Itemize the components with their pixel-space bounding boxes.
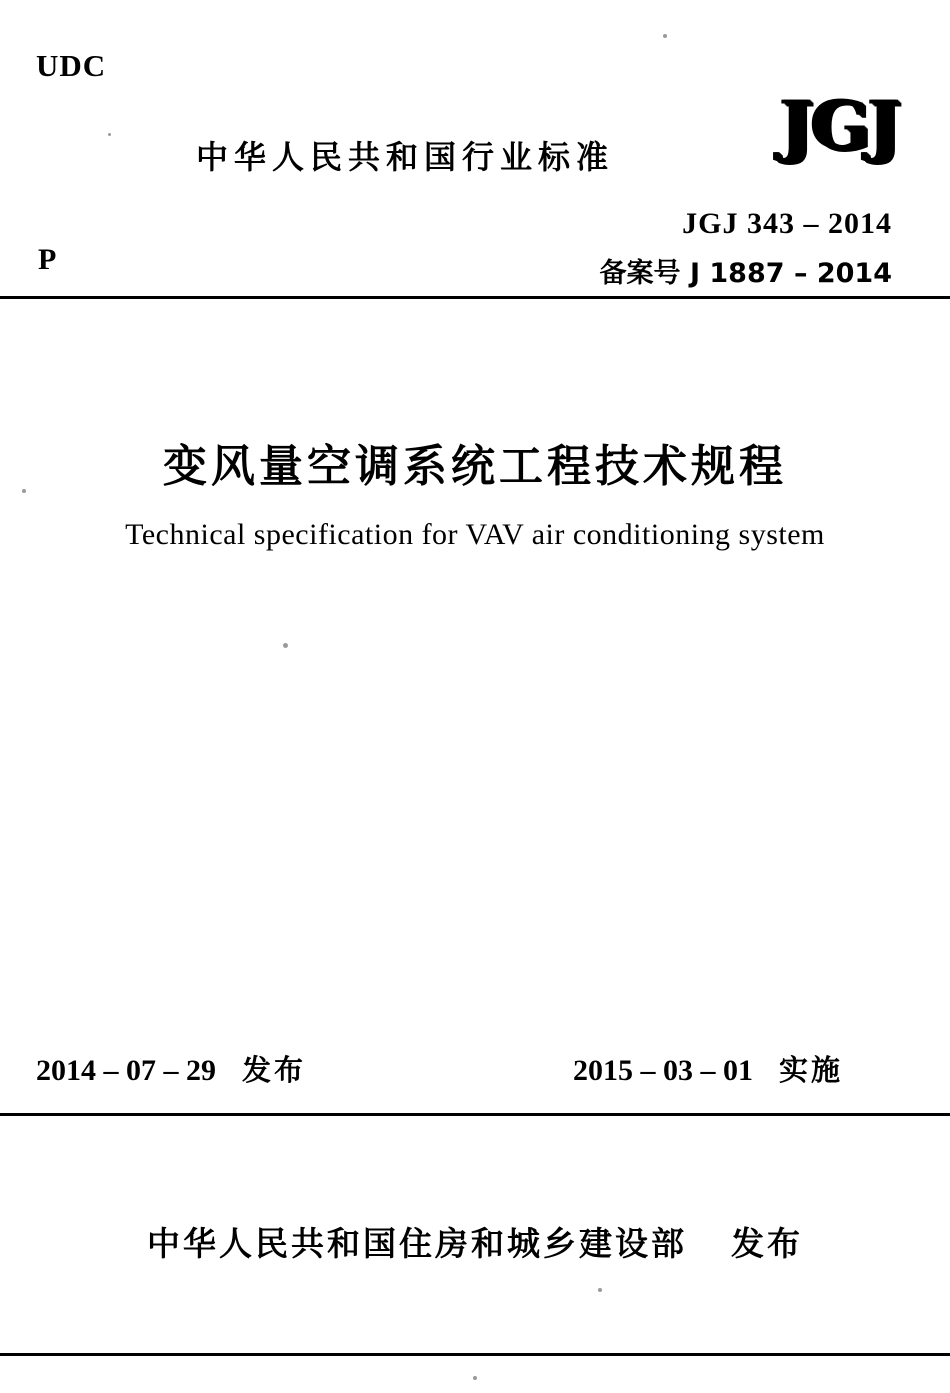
effective-date <box>573 1048 843 1089</box>
issuing-body-line: 中华人民共和国行业标准 <box>196 138 615 176</box>
udc-label: UDC <box>36 48 107 83</box>
scan-speckle <box>22 489 26 493</box>
scan-speckle <box>108 133 111 136</box>
issue-date-value: 2014 – 07 – 29 <box>36 1054 216 1087</box>
jgj-logo: JGJ <box>778 86 897 164</box>
record-number: 备案号 J 1887 – 2014 <box>599 258 892 289</box>
issue-date-word: 发布 <box>242 1053 307 1087</box>
classification-label: P <box>38 243 57 276</box>
document-title-en: Technical specification for VAV air conditioning system <box>125 518 825 551</box>
divider-bottom <box>0 1353 950 1356</box>
publisher-line <box>0 1218 950 1265</box>
issue-date <box>36 1048 306 1089</box>
divider-middle <box>0 1113 950 1116</box>
document-title-cn: 变风量空调系统工程技术规程 <box>163 441 787 492</box>
divider-top <box>0 296 950 299</box>
effective-date-word: 实施 <box>779 1053 844 1087</box>
scan-speckle <box>473 1376 477 1380</box>
effective-date-value: 2015 – 03 – 01 <box>573 1054 753 1087</box>
scan-speckle <box>598 1288 602 1292</box>
scan-speckle <box>663 34 667 38</box>
publisher-name: 中华人民共和国住房和城乡建设部 <box>147 1224 687 1263</box>
publisher-verb: 发布 <box>731 1224 803 1263</box>
scan-speckle <box>283 643 288 648</box>
standard-number: JGJ 343 – 2014 <box>682 207 892 240</box>
